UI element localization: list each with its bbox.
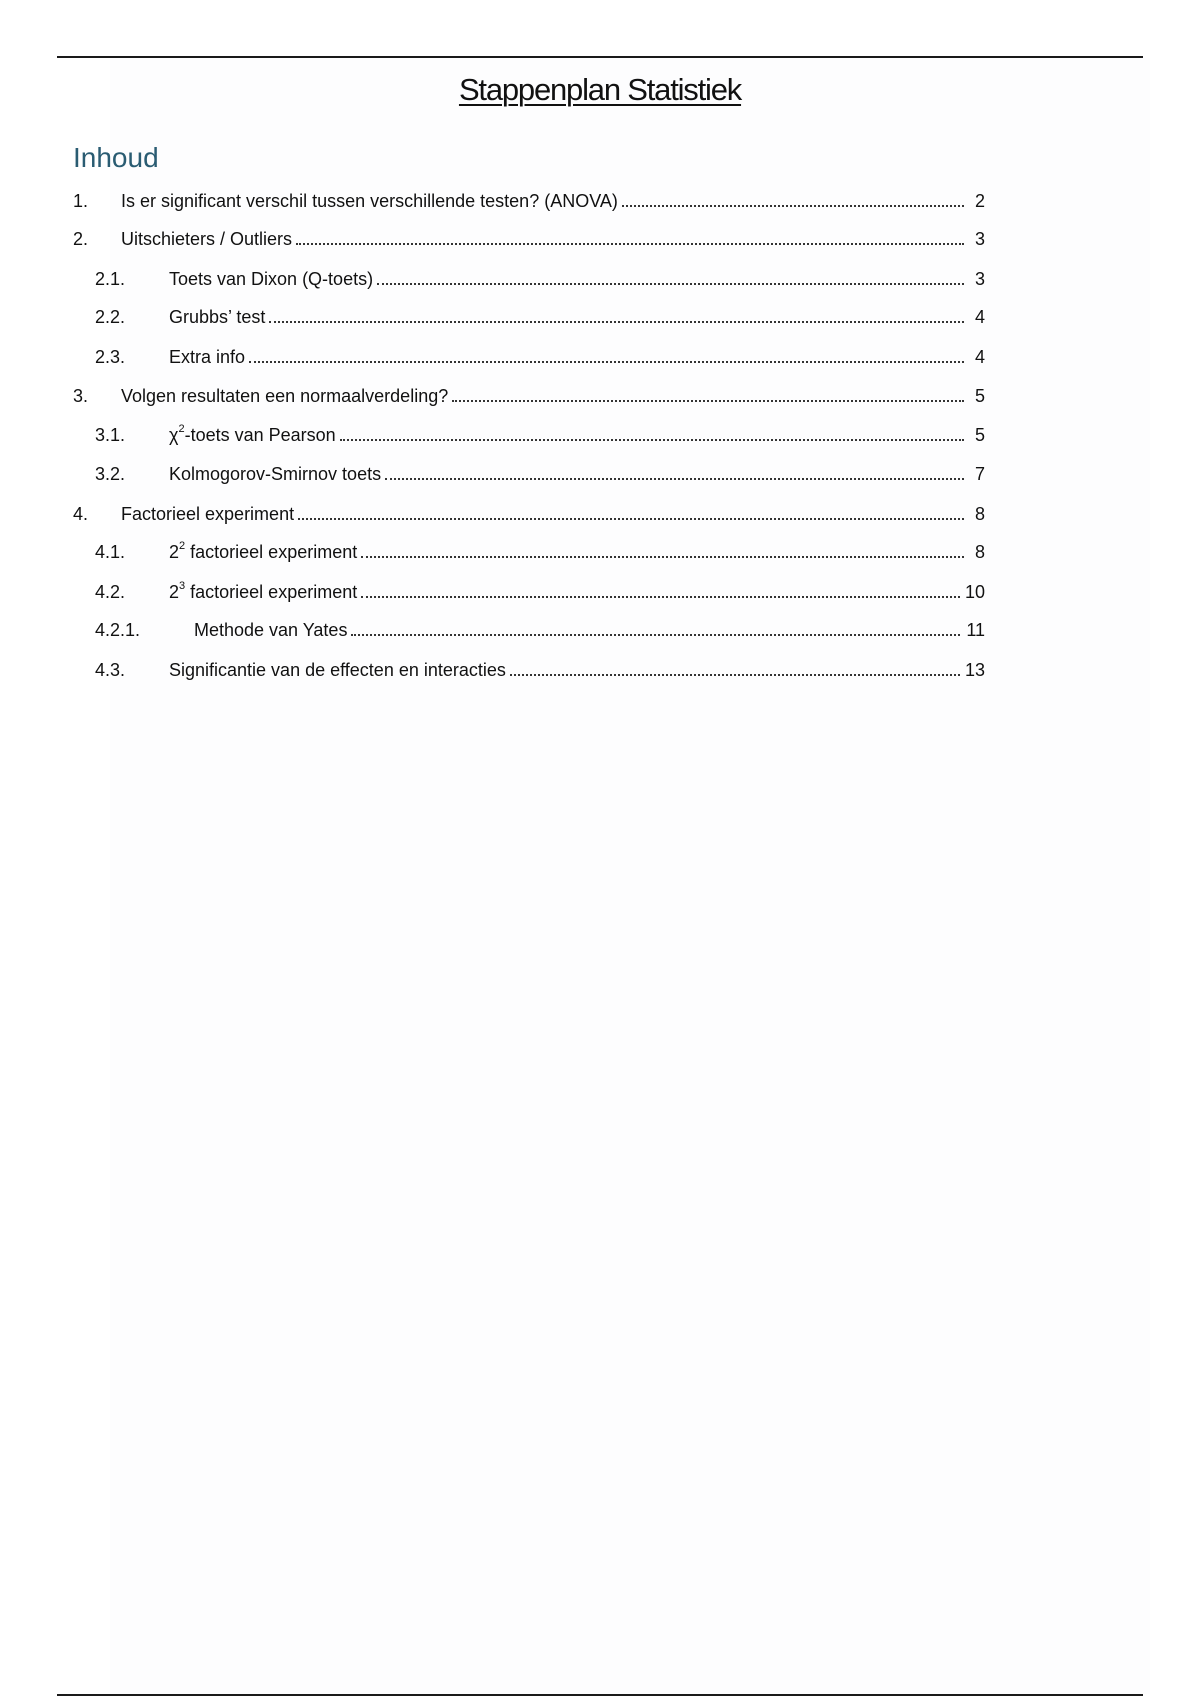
toc-entry-2-1[interactable] [0, 261, 1200, 291]
title-rest: factorieel experiment [185, 582, 358, 602]
toc-entry-title-wrap [169, 267, 964, 291]
toc-entry-title: Toets van Dixon (Q-toets) [169, 269, 374, 289]
toc-leader-dots [510, 674, 960, 676]
toc-entry-4-2[interactable] [0, 574, 1200, 604]
toc-entry-title: Grubbs’ test [169, 307, 266, 327]
toc-entry-number: 1. [73, 191, 89, 211]
toc-leader-dots [377, 283, 964, 285]
toc-entry-title-wrap [194, 618, 960, 642]
toc-entry-2[interactable] [0, 221, 1200, 251]
toc-entry-page: 4 [974, 347, 985, 367]
toc-entry-title-wrap [121, 189, 964, 213]
toc-entry-2-3[interactable] [0, 339, 1200, 369]
toc-entry-page: 10 [964, 582, 985, 602]
toc-entry-title [169, 540, 361, 564]
toc-entry-number: 4. [73, 504, 89, 524]
title-base: χ [169, 425, 179, 445]
toc-entry-page: 3 [974, 229, 985, 249]
toc-entry-number: 3. [73, 386, 89, 406]
toc-entry-page: 8 [974, 504, 985, 524]
toc-leader-dots [340, 439, 964, 441]
toc-entry-page: 4 [974, 307, 985, 327]
toc-entry-3[interactable] [0, 378, 1200, 408]
toc-entry-page: 5 [974, 386, 985, 406]
toc-entry-title-wrap [169, 658, 960, 682]
toc-entry-number: 2.3. [95, 347, 126, 367]
toc-entry-4[interactable] [0, 496, 1200, 526]
toc-entry-title: Extra info [169, 347, 246, 367]
toc-entry-number: 4.3. [95, 660, 126, 680]
toc-entry-title-wrap [169, 305, 964, 329]
toc-entry-number: 2.2. [95, 307, 126, 327]
document-title: Stappenplan Statistiek [458, 72, 742, 107]
toc-entry-title: Significantie van de effecten en interacties [169, 660, 506, 680]
toc-entry-title: Volgen resultaten een normaalverdeling? [121, 386, 449, 406]
toc-leader-dots [452, 400, 964, 402]
toc-entry-number: 4.2. [95, 582, 126, 602]
toc-entry-2-2[interactable] [0, 299, 1200, 329]
toc-entry-title-wrap [169, 462, 964, 486]
title-superscript: 3 [179, 580, 186, 592]
toc-leader-dots [296, 243, 964, 245]
toc-entry-page: 3 [974, 269, 985, 289]
toc-entry-4-1[interactable] [0, 534, 1200, 564]
toc-entry-3-1[interactable] [0, 417, 1200, 447]
toc-entry-number: 3.1. [95, 425, 126, 445]
toc-entry-page: 2 [974, 191, 985, 211]
title-base: 2 [169, 582, 180, 602]
toc-entry-3-2[interactable] [0, 456, 1200, 486]
toc-entry-page: 8 [974, 542, 985, 562]
header-rule [57, 56, 1143, 58]
toc-entry-title-wrap [169, 580, 960, 604]
toc-heading: Inhoud [73, 142, 159, 173]
toc-entry-number: 3.2. [95, 464, 126, 484]
toc-leader-dots [622, 205, 964, 207]
toc-entry-title-wrap [121, 502, 964, 526]
title-superscript: 2 [179, 540, 186, 552]
toc-entry-title-wrap [169, 345, 964, 369]
toc-leader-dots [361, 596, 960, 598]
title-superscript: 2 [178, 423, 185, 435]
toc-leader-dots [361, 556, 964, 558]
toc-entry-number: 4.1. [95, 542, 126, 562]
footer-rule [57, 1694, 1143, 1696]
toc-entry-1[interactable] [0, 183, 1200, 213]
toc-entry-title-wrap [169, 423, 964, 447]
toc-entry-title-wrap [169, 540, 964, 564]
toc-entry-4-3[interactable] [0, 652, 1200, 682]
title-rest: -toets van Pearson [184, 425, 336, 445]
toc-entry-title [169, 580, 361, 604]
toc-leader-dots [298, 518, 964, 520]
toc-entry-title [169, 423, 340, 447]
title-rest: factorieel experiment [185, 542, 358, 562]
toc-entry-4-2-1[interactable] [0, 612, 1200, 642]
toc-entry-number: 4.2.1. [95, 620, 141, 640]
toc-entry-title-wrap [121, 227, 964, 251]
toc-entry-title: Kolmogorov-Smirnov toets [169, 464, 382, 484]
toc-entry-page: 11 [966, 620, 985, 640]
toc-entry-page: 13 [964, 660, 985, 680]
title-base: 2 [169, 542, 180, 562]
toc-entry-page: 5 [974, 425, 985, 445]
toc-leader-dots [385, 478, 964, 480]
toc-leader-dots [351, 634, 960, 636]
toc-entry-title: Is er significant verschil tussen verschillende testen? (ANOVA) [121, 191, 618, 211]
toc-entry-title-wrap [121, 384, 964, 408]
toc-entry-title: Uitschieters / Outliers [121, 229, 293, 249]
toc-entry-title: Factorieel experiment [121, 504, 295, 524]
toc-entry-number: 2.1. [95, 269, 126, 289]
toc-leader-dots [249, 361, 964, 363]
toc-entry-number: 2. [73, 229, 89, 249]
toc-entry-page: 7 [974, 464, 985, 484]
toc-entry-title: Methode van Yates [194, 620, 348, 640]
toc-leader-dots [269, 321, 964, 323]
